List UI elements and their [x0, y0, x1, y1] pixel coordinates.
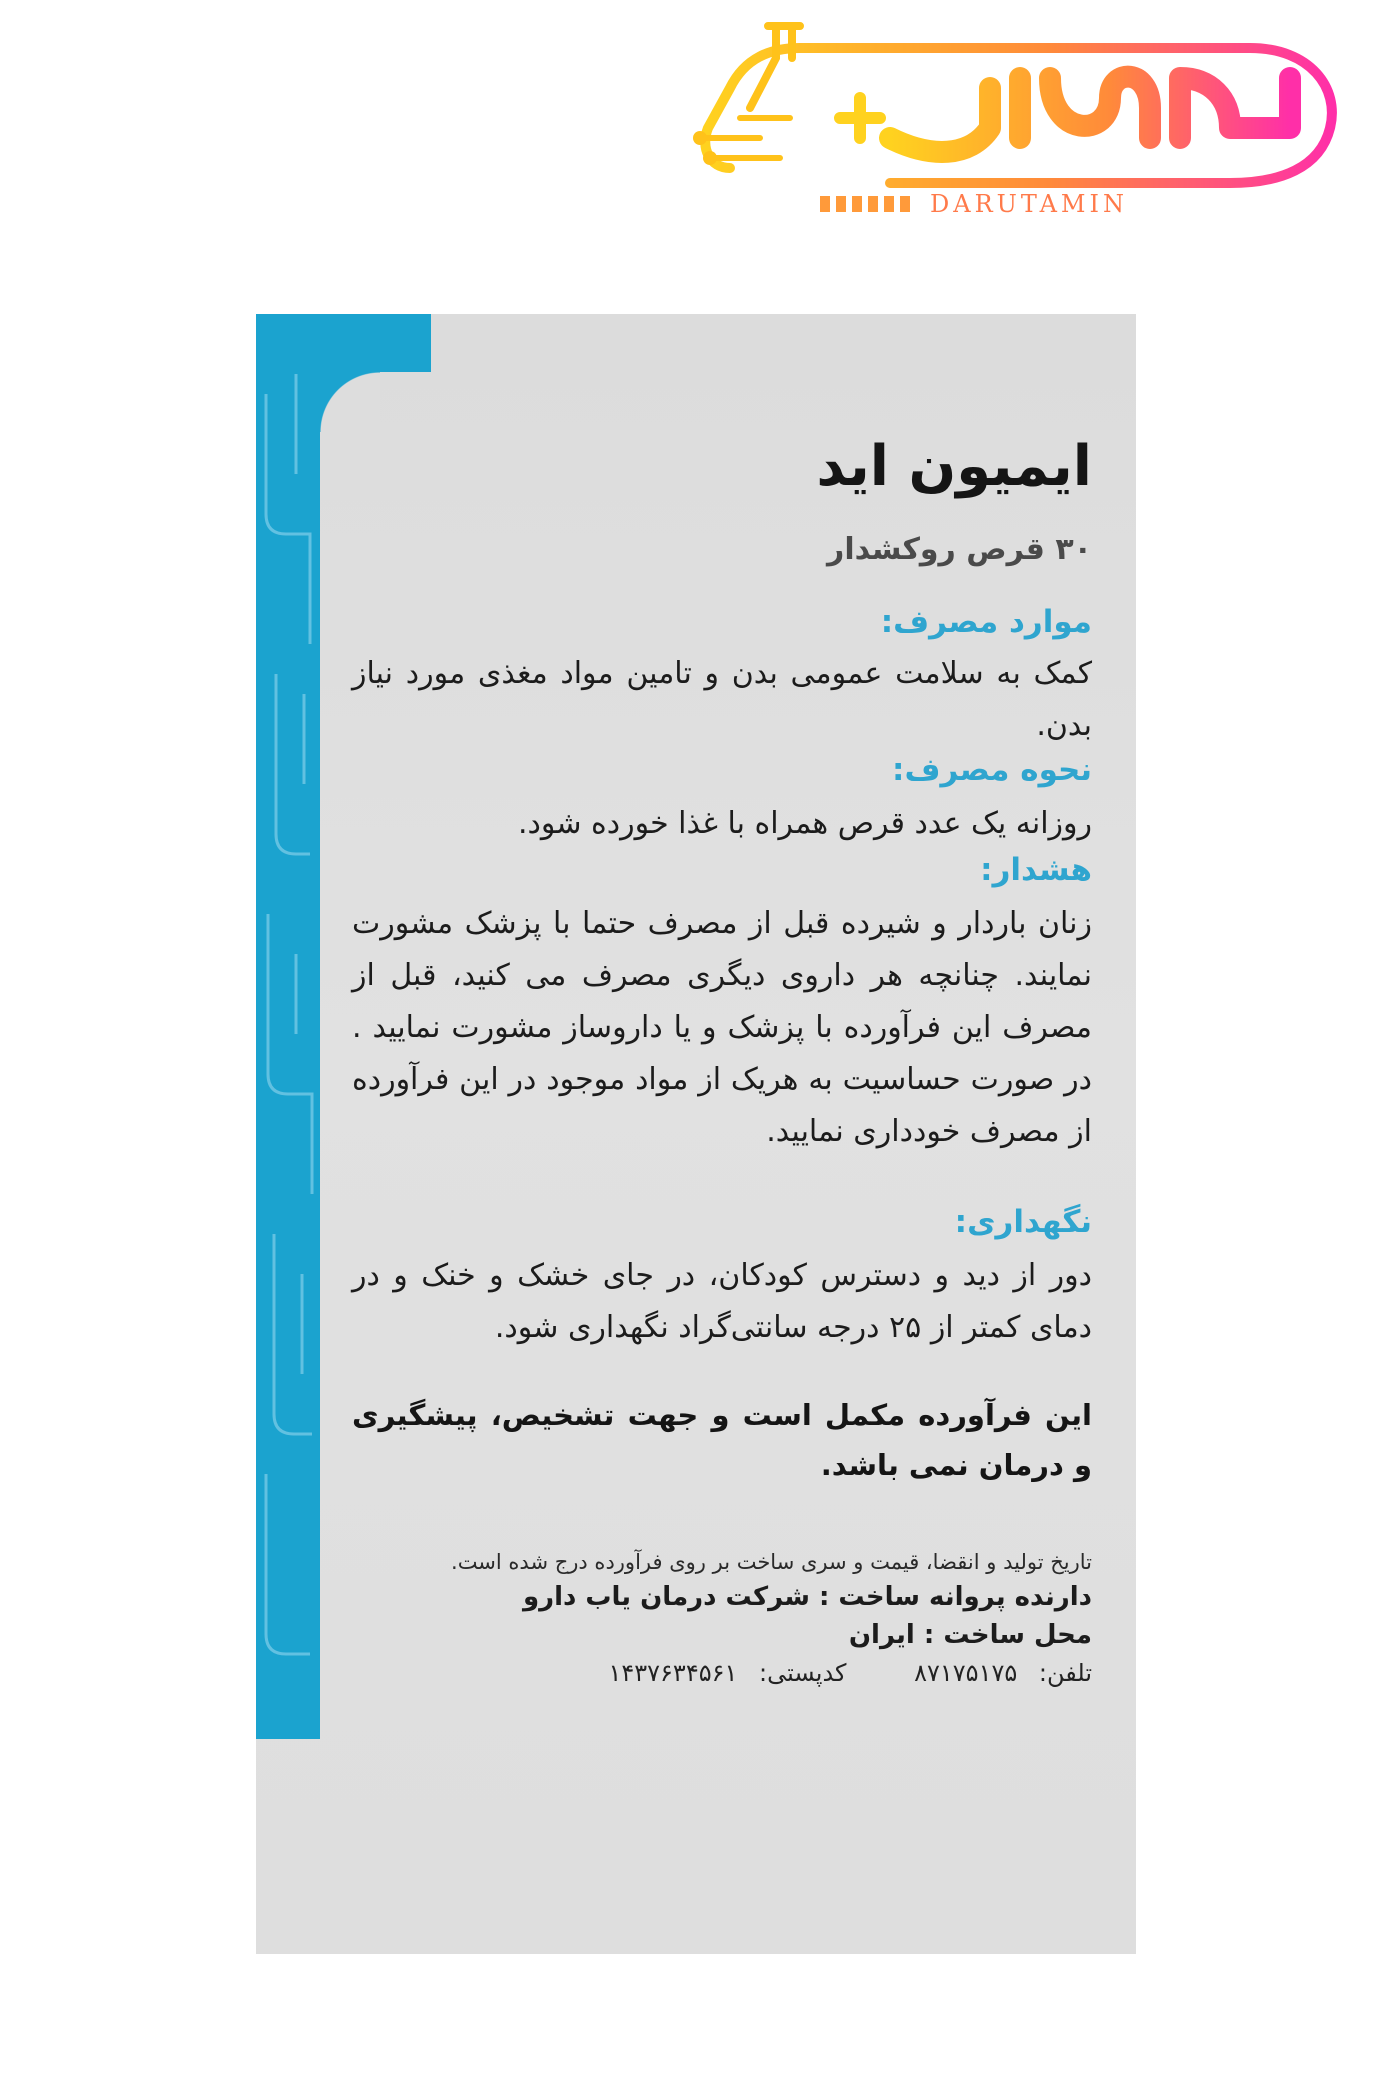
- disclaimer-text: این فرآورده مکمل است و جهت تشخیص، پیشگیری و درمان نمی باشد.: [352, 1398, 1092, 1482]
- batch-note: تاریخ تولید و انقضا، قیمت و سری ساخت بر روی فرآورده درج شده است.: [451, 1550, 1092, 1574]
- logo-wordmark: DARUTAMIN: [930, 190, 1128, 218]
- postal-label: کدپستی:: [759, 1659, 847, 1687]
- section-body-warning: زنان باردار و شیرده قبل از مصرف حتما با پزشک مشورت نمایند. چنانچه هر داروی دیگری مصرف می کنید، قبل از مصرف این فرآورده با پزشک و یا داروساز مشورت نمایید . در صورت حساسیت به هریک از مواد موجود در این فرآورده از مصرف خودداری نمایید.: [352, 906, 1092, 1149]
- box-accent-corner: [320, 372, 380, 432]
- box-accent-stripe-top: [256, 314, 431, 372]
- product-title: ایمیون اید: [816, 434, 1092, 499]
- product-subtitle: ۳۰ قرص روکشدار: [827, 532, 1092, 567]
- postal-value: ۱۴۳۷۶۳۴۵۶۱: [608, 1659, 738, 1687]
- section-body-usage: کمک به سلامت عمومی بدن و تامین مواد مغذی مورد نیاز بدن.: [352, 656, 1092, 743]
- phone-value: ۸۷۱۷۵۱۷۵: [914, 1659, 1018, 1687]
- product-box: [256, 314, 1136, 1954]
- license-holder: دارنده پروانه ساخت : شرکت درمان یاب دارو: [522, 1582, 1092, 1612]
- section-heading-usage: موارد مصرف:: [880, 604, 1092, 640]
- contact-row: [532, 1659, 1092, 1687]
- section-heading-storage: نگهداری:: [954, 1204, 1092, 1240]
- box-accent-stripe: [256, 314, 320, 1739]
- section-heading-dosage: نحوه مصرف:: [892, 752, 1092, 788]
- section-body-storage: دور از دید و دسترس کودکان، در جای خشک و خنک و در دمای کمتر از ۲۵ درجه سانتی‌گراد نگهداری شود.: [352, 1258, 1092, 1345]
- phone-label: تلفن:: [1038, 1659, 1092, 1687]
- section-heading-warning: هشدار:: [980, 852, 1092, 888]
- origin-line: محل ساخت : ایران: [848, 1620, 1092, 1650]
- section-body-dosage: روزانه یک عدد قرص همراه با غذا خورده شود.: [517, 806, 1092, 841]
- brand-logo: [690, 18, 1350, 218]
